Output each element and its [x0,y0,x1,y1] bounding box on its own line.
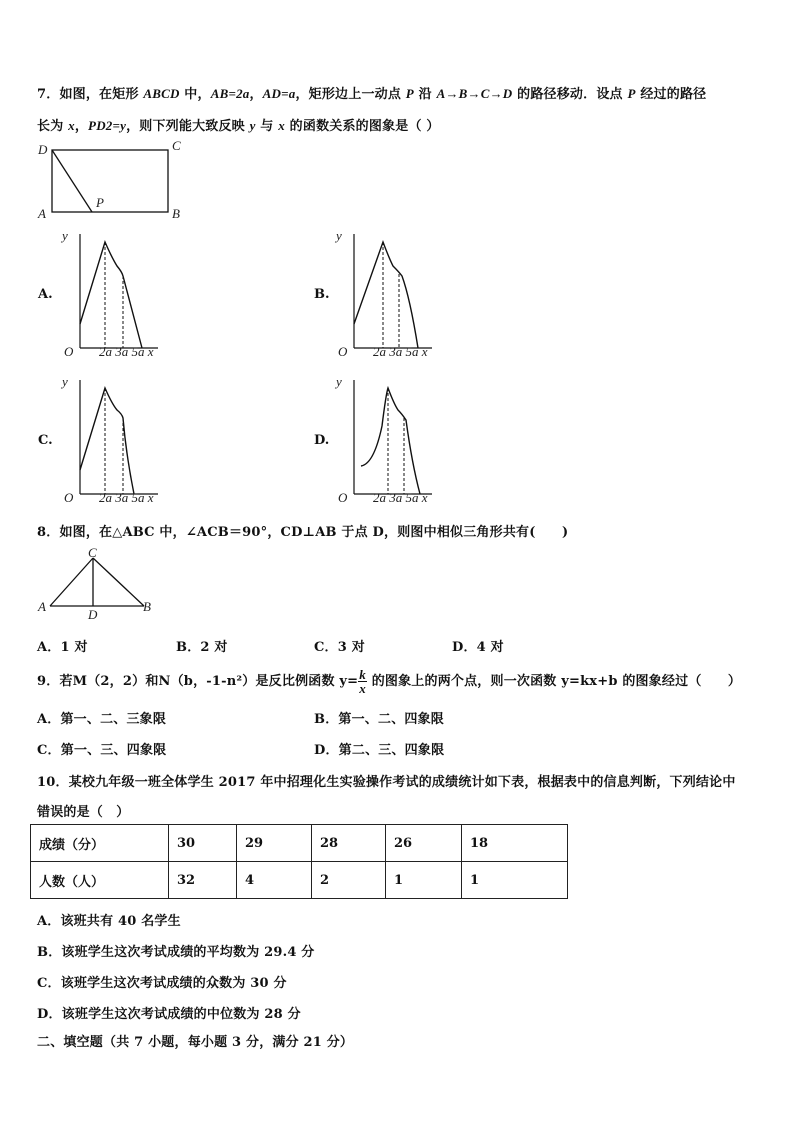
table-cell: 2 [312,862,386,899]
table-cell: 32 [169,862,237,899]
q9-option-d[interactable]: D．第二、三、四象限 [314,743,445,758]
q8-option-a[interactable]: A．1 对 [37,640,88,655]
q7-option-d-label[interactable]: D. [314,433,330,448]
section-2-heading: 二、填空题（共 7 小题，每小题 3 分，满分 21 分） [37,1035,354,1050]
q8-triangle-figure [36,545,166,622]
q7-graph-a [62,228,172,358]
graph-c-origin: O [64,490,74,505]
table-cell: 成绩（分） [31,825,169,862]
table-cell: 26 [386,825,462,862]
graph-b-y-label: y [336,228,342,243]
label-a: A [38,206,46,221]
q9-fraction: $\frac{k}{x}$ [359,667,366,696]
graph-b-ticks: 2a 3a 5a x [373,344,428,359]
q7-option-c-label[interactable]: C. [38,433,53,448]
table-cell: 28 [312,825,386,862]
graph-d-ticks: 2a 3a 5a x [373,490,428,505]
graph-d-origin: O [338,490,348,505]
graph-a-ticks: 2a 3a 5a x [99,344,154,359]
label-b: B [172,206,180,221]
q8-option-d[interactable]: D．4 对 [452,640,504,655]
table-cell: 30 [169,825,237,862]
q7-option-a-label[interactable]: A. [38,287,53,302]
table-cell: 29 [237,825,312,862]
q7-stem-line1: 7．如图，在矩形 ABCD 中，AB=2a，AD=a，矩形边上一动点 P 沿 A→B→C→D 的路径移动．设点 P 经过的路径 [37,86,707,102]
label-c: C [172,138,181,153]
q8-label-d: D [88,607,98,622]
graph-c-ticks: 2a 3a 5a x [99,490,154,505]
q10-option-a[interactable]: A．该班共有 40 名学生 [37,914,181,929]
q10-stem-line2: 错误的是（ ） [37,805,130,820]
table-cell: 4 [237,862,312,899]
q8-stem: 8．如图，在△ABC 中，∠ACB＝90°，CD⊥AB 于点 D，则图中相似三角形共有( ) [37,525,569,540]
q9-option-c[interactable]: C．第一、三、四象限 [37,743,167,758]
graph-b-origin: O [338,344,348,359]
q7-graph-b [336,228,446,358]
q9-option-b[interactable]: B．第一、二、四象限 [314,712,444,727]
label-d: D [38,142,48,157]
q8-option-b[interactable]: B．2 对 [176,640,228,655]
table-cell: 人数（人） [31,862,169,899]
q8-option-c[interactable]: C．3 对 [314,640,365,655]
graph-d-y-label: y [336,374,342,389]
q10-option-b[interactable]: B．该班学生这次考试成绩的平均数为 29.4 分 [37,945,315,960]
q7-stem-line2: 长为 x，PD2=y，则下列能大致反映 y 与 x 的函数关系的图象是（ ） [37,118,440,134]
segment-dp [52,150,92,212]
graph-a-origin: O [64,344,74,359]
q7-graph-d [336,374,446,504]
q7-option-b-label[interactable]: B. [314,287,330,302]
q10-option-c[interactable]: C．该班学生这次考试成绩的众数为 30 分 [37,976,287,991]
q9-option-a[interactable]: A．第一、二、三象限 [37,712,167,727]
graph-c-y-label: y [62,374,68,389]
table-cell: 18 [462,825,568,862]
table-cell: 1 [386,862,462,899]
q10-stem-line1: 10．某校九年级一班全体学生 2017 年中招理化生实验操作考试的成绩统计如下表，根据表中的信息判断，下列结论中 [37,775,736,790]
q8-label-c: C [88,545,97,560]
q8-label-b: B [143,599,151,614]
q7-graph-c [62,374,172,504]
table-cell: 1 [462,862,568,899]
q10-score-table [30,824,568,899]
q10-option-d[interactable]: D．该班学生这次考试成绩的中位数为 28 分 [37,1007,301,1022]
table-row [31,825,568,862]
q7-rectangle-figure [36,140,186,222]
q9-stem: 9．若M（2，2）和N（b，-1-n²）是反比例函数 y= $\frac{k}{x}$ 的图象上的两个点，则一次函数 y=kx+b 的图象经过（ ） [37,667,742,696]
table-row [31,862,568,899]
q8-label-a: A [38,599,46,614]
rectangle-abcd [52,150,168,212]
graph-a-y-label: y [62,228,68,243]
label-p: P [96,195,104,210]
